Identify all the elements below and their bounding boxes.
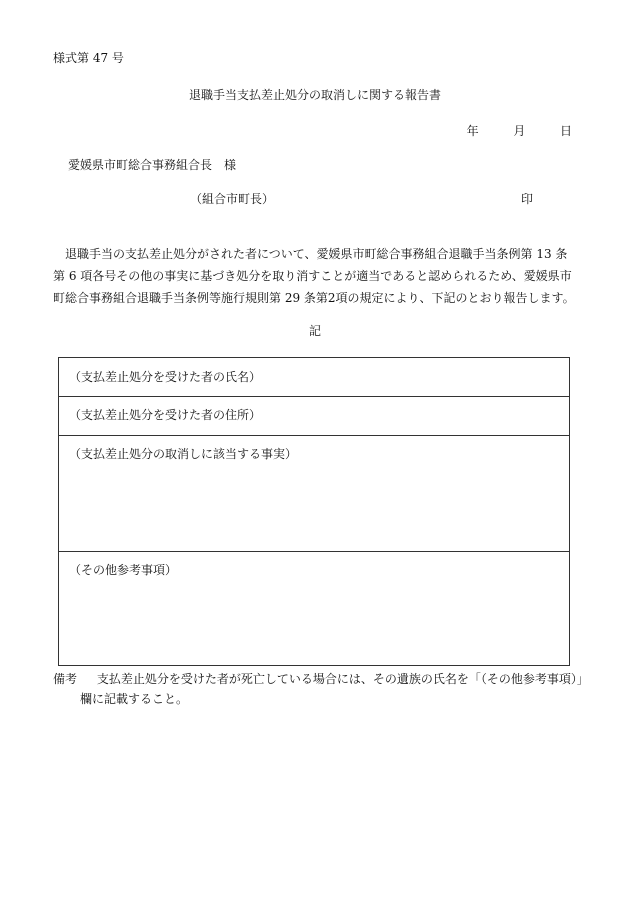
- date-day: 日: [559, 124, 572, 138]
- note-head: 備考: [53, 672, 78, 686]
- document-title: 退職手当支払差止処分の取消しに関する報告書: [188, 88, 441, 102]
- seal-mark: 印: [521, 192, 534, 206]
- address-label: （支払差止処分を受けた者の住所）: [69, 408, 262, 422]
- row-other[interactable]: [59, 551, 569, 665]
- report-table: [58, 357, 570, 666]
- ki-heading: 記: [308, 324, 321, 338]
- body-paragraph: 退職手当の支払差止処分がされた者について、愛媛県市町総合事務組合退職手当条例第 13 条第 6 項各号その他の事実に基づき処分を取り消すことが適当であると認められるため、愛媛県市町総合事務組合退職手当条例等施行規則第 29 条第2項の規定により、下記のとおり報告します。: [53, 247, 575, 305]
- date-line: [467, 122, 572, 139]
- reporter-title: （組合市町長）: [190, 192, 275, 206]
- row-fact[interactable]: [59, 435, 569, 552]
- row-name[interactable]: [59, 358, 569, 397]
- row-address[interactable]: [59, 396, 569, 436]
- addressee: 愛媛県市町総合事務組合長 様: [68, 158, 237, 172]
- date-month: 月: [513, 124, 526, 138]
- body-text: [53, 243, 575, 309]
- other-label: （その他参考事項）: [69, 563, 178, 577]
- fact-label: （支払差止処分の取消しに該当する事実）: [69, 447, 298, 461]
- note-line-1: [53, 670, 589, 687]
- form-number: 様式第 47 号: [53, 51, 124, 65]
- note-line-2: 欄に記載すること。: [80, 692, 189, 706]
- note-text-1: 支払差止処分を受けた者が死亡している場合には、その遺族の氏名を「（その他参考事項）」: [96, 672, 589, 686]
- date-year: 年: [466, 124, 479, 138]
- name-label: （支払差止処分を受けた者の氏名）: [69, 370, 262, 384]
